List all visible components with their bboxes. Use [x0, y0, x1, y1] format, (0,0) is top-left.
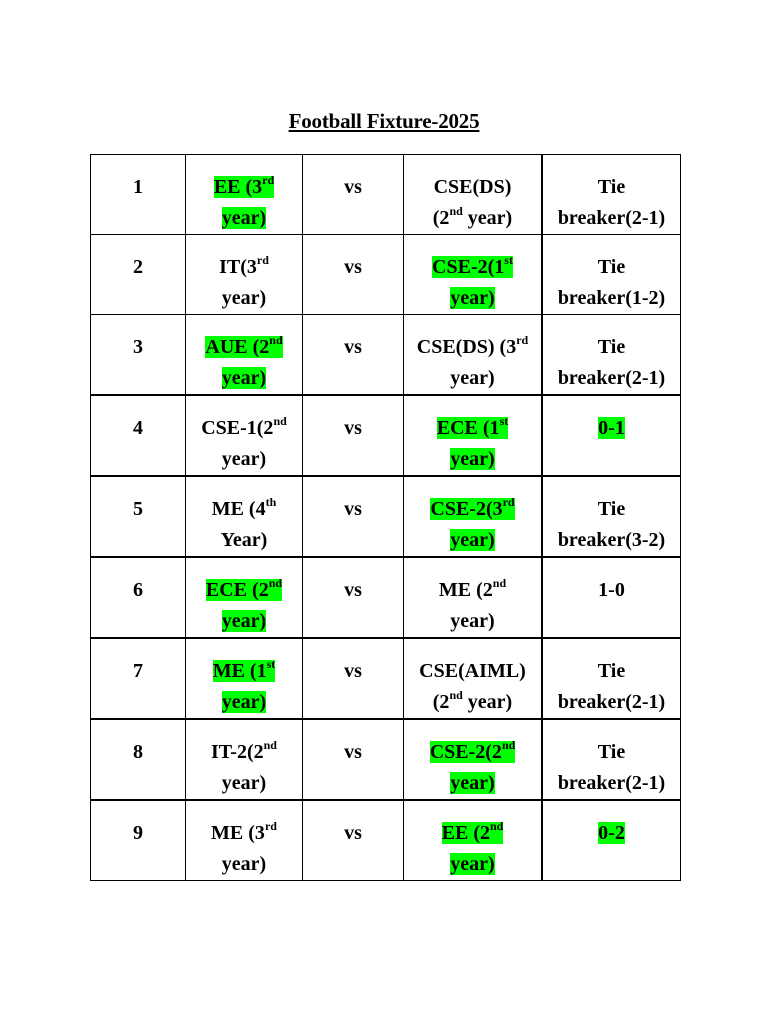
team1-wrap: [186, 315, 302, 394]
team1-wrap: [186, 639, 302, 718]
team1-cell: [186, 395, 303, 476]
result-text: Tie: [597, 660, 626, 682]
match-number: 9: [133, 822, 143, 844]
vs-cell: [303, 235, 404, 315]
team1-cell: [186, 800, 303, 881]
match-number-cell: [91, 719, 186, 800]
vs-label: vs: [344, 822, 362, 844]
result-cell: [542, 557, 681, 638]
team1-year-hl: [222, 853, 266, 875]
team1-year: year): [221, 448, 267, 470]
team1-ordinal: nd: [269, 333, 283, 347]
team2-wrap: [404, 155, 541, 234]
team2-line-1: [404, 332, 541, 363]
team1-cell: [186, 235, 303, 315]
team1-line-1: [186, 413, 302, 444]
team2-name-hl: [416, 333, 529, 358]
result-text: 0-1: [598, 417, 625, 439]
team2-cell: [404, 638, 543, 719]
team1-ordinal: nd: [273, 414, 287, 428]
result-line-1: [543, 413, 680, 444]
team1-year-hl: [222, 691, 266, 713]
result-line-1: [543, 172, 680, 203]
team1-year: year): [221, 287, 267, 309]
table-row: [91, 719, 681, 800]
team2-cell: [404, 315, 543, 396]
team1-year-hl: [222, 448, 266, 470]
team1-cell: [186, 719, 303, 800]
team1-ordinal: rd: [262, 173, 275, 187]
team2-line-2: [404, 363, 541, 394]
match-number: 2: [133, 256, 143, 278]
match-number: 6: [133, 579, 143, 601]
team2-line-2: [404, 849, 541, 880]
team2-name-hl: [438, 576, 507, 601]
team1-name-hl: [211, 819, 277, 844]
match-number-cell: [91, 315, 186, 396]
result-line-2: [543, 525, 680, 556]
vs-label: vs: [344, 336, 362, 358]
team2-line-2: [404, 687, 541, 718]
team1-name: IT-2(2: [211, 741, 264, 763]
team2-year-hl: [450, 772, 494, 794]
result-wrap: [543, 477, 680, 556]
team2-name: CSE(AIML): [419, 660, 526, 682]
team1-name-hl: [212, 657, 276, 682]
result-text: Tie: [597, 741, 626, 763]
team1-name: ME (4: [211, 498, 266, 520]
team1-line-1: [186, 737, 302, 768]
vs-label: vs: [344, 256, 362, 278]
team2-wrap: [404, 720, 541, 799]
result-wrap: [543, 155, 680, 234]
team2-year-hl: [450, 853, 494, 875]
result-detail: breaker(1-2): [557, 287, 666, 309]
team1-line-1: [186, 494, 302, 525]
team1-wrap: [186, 801, 302, 880]
result-detail: breaker(2-1): [557, 772, 666, 794]
team1-name-hl: [211, 495, 277, 520]
team2-cell: [404, 155, 543, 235]
result-line-1: [543, 494, 680, 525]
team2-ordinal: nd: [489, 819, 504, 833]
team1-line-1: [186, 172, 302, 203]
vs-cell: [303, 638, 404, 719]
team2-name-hl: [430, 495, 515, 520]
match-number: 7: [133, 660, 143, 682]
team1-ordinal: rd: [256, 253, 269, 267]
match-number-wrap: [91, 477, 185, 525]
vs-wrap: [303, 558, 403, 606]
team2-year: year): [450, 853, 495, 875]
result-cell: [542, 235, 681, 315]
result-line-1: [543, 252, 680, 283]
result-detail: breaker(3-2): [557, 529, 666, 551]
team1-line-1: [186, 818, 302, 849]
team2-year: year): [450, 287, 495, 309]
vs-wrap: [303, 235, 403, 283]
result-line-2: [543, 283, 680, 314]
team1-year-hl: [222, 207, 266, 229]
team2-cell: [404, 395, 543, 476]
team2-name-hl: [429, 738, 516, 763]
vs-cell: [303, 476, 404, 557]
team2-ordinal: st: [504, 253, 513, 267]
team2-name: ECE (1: [436, 417, 500, 439]
match-number-wrap: [91, 396, 185, 444]
team1-name: AUE (2: [205, 336, 270, 358]
result-wrap: [543, 801, 680, 849]
team2-cell: [404, 476, 543, 557]
team2-year-hl: [450, 448, 494, 470]
team1-line-2: [186, 203, 302, 234]
table-row: [91, 235, 681, 315]
team2-line-1: [404, 494, 541, 525]
team2-cell: [404, 235, 543, 315]
team2-year: year): [450, 448, 495, 470]
team2-year-hl: [450, 529, 494, 551]
match-number-cell: [91, 476, 186, 557]
vs-wrap: [303, 396, 403, 444]
result-cell: [542, 155, 681, 235]
table-row: [91, 476, 681, 557]
team1-line-2: [186, 363, 302, 394]
vs-cell: [303, 557, 404, 638]
result-detail: breaker(2-1): [557, 367, 666, 389]
team1-year: year): [221, 772, 267, 794]
team2-wrap: [404, 801, 541, 880]
team2-name: CSE-2(1: [432, 256, 505, 278]
vs-wrap: [303, 155, 403, 203]
table-row: [91, 638, 681, 719]
team2-name: ME (2: [438, 579, 493, 601]
vs-label: vs: [344, 498, 362, 520]
team1-name-hl: [205, 333, 283, 358]
match-number: 4: [133, 417, 143, 439]
team2-name: CSE(DS) (3: [416, 336, 517, 358]
match-number: 1: [133, 176, 143, 198]
team1-year: year): [221, 610, 267, 632]
team1-line-2: [186, 849, 302, 880]
team1-ordinal: st: [266, 657, 276, 671]
team2-year-hl: [450, 610, 494, 632]
result-cell: [542, 315, 681, 396]
team2-year-prefix: (2: [432, 207, 450, 229]
table-row: [91, 315, 681, 396]
team2-line-1: [404, 575, 541, 606]
team1-name: CSE-1(2: [201, 417, 274, 439]
result-wrap: [543, 235, 680, 314]
result-cell: [542, 638, 681, 719]
match-number: 5: [133, 498, 143, 520]
team2-ordinal: rd: [502, 495, 515, 509]
team1-year-hl: [222, 610, 266, 632]
result-detail: breaker(2-1): [557, 691, 666, 713]
vs-cell: [303, 800, 404, 881]
vs-wrap: [303, 801, 403, 849]
team2-line-2: [404, 444, 541, 475]
result-text: 0-2: [598, 822, 625, 844]
team1-ordinal: rd: [264, 819, 277, 833]
team1-year: year): [221, 853, 267, 875]
team1-name: IT(3: [219, 256, 257, 278]
match-number-wrap: [91, 801, 185, 849]
team1-line-2: [186, 687, 302, 718]
match-number-cell: [91, 800, 186, 881]
result-cell: [542, 719, 681, 800]
team2-year: year): [450, 529, 495, 551]
team1-name: ME (1: [212, 660, 267, 682]
team2-wrap: [404, 315, 541, 394]
result-wrap: [543, 315, 680, 394]
team2-year-hl: [432, 204, 513, 229]
result-text: 1-0: [598, 579, 625, 601]
result-wrap: [543, 396, 680, 444]
vs-cell: [303, 155, 404, 235]
result-wrap: [543, 558, 680, 606]
team2-year-hl: [432, 688, 513, 713]
fixture-table: [90, 154, 681, 881]
team2-ordinal: nd: [449, 204, 463, 218]
team2-name: EE (2: [441, 822, 490, 844]
team1-line-1: [186, 575, 302, 606]
team2-wrap: [404, 396, 541, 475]
team2-name-hl: [434, 176, 512, 198]
team1-name-hl: [205, 576, 283, 601]
team2-line-1: [404, 252, 541, 283]
team1-ordinal: th: [265, 495, 277, 509]
team2-year-hl: [450, 367, 494, 389]
result-line-1: [543, 656, 680, 687]
match-number: 3: [133, 336, 143, 358]
vs-wrap: [303, 639, 403, 687]
team2-ordinal: rd: [516, 333, 529, 347]
team2-wrap: [404, 235, 541, 314]
vs-wrap: [303, 720, 403, 768]
result-line-2: [543, 363, 680, 394]
team1-year-hl: [221, 529, 268, 551]
team1-line-1: [186, 252, 302, 283]
table-row: [91, 155, 681, 235]
result-line-1: [543, 575, 680, 606]
team2-year: year): [462, 207, 513, 229]
match-number-cell: [91, 557, 186, 638]
team2-ordinal: nd: [492, 576, 507, 590]
vs-cell: [303, 395, 404, 476]
team1-line-2: [186, 606, 302, 637]
team2-line-2: [404, 283, 541, 314]
match-number-wrap: [91, 155, 185, 203]
match-number-wrap: [91, 558, 185, 606]
team2-line-2: [404, 768, 541, 799]
team1-name-hl: [211, 738, 277, 763]
result-line-2: [543, 768, 680, 799]
team1-wrap: [186, 720, 302, 799]
team2-name-hl: [441, 819, 504, 844]
team2-line-2: [404, 606, 541, 637]
team1-line-1: [186, 332, 302, 363]
table-row: [91, 800, 681, 881]
match-number-wrap: [91, 720, 185, 768]
team2-line-2: [404, 525, 541, 556]
vs-wrap: [303, 315, 403, 363]
team1-line-2: [186, 444, 302, 475]
match-number-wrap: [91, 639, 185, 687]
team2-year: year): [450, 610, 495, 632]
result-line-1: [543, 818, 680, 849]
team1-name: ME (3: [211, 822, 265, 844]
team2-name: CSE(DS): [433, 176, 512, 198]
team1-line-1: [186, 656, 302, 687]
team1-year-hl: [222, 287, 266, 309]
team2-name-hl: [436, 414, 509, 439]
team1-wrap: [186, 155, 302, 234]
vs-label: vs: [344, 417, 362, 439]
result-line-1: [543, 737, 680, 768]
team1-cell: [186, 557, 303, 638]
team2-cell: [404, 800, 543, 881]
result-line-1: [543, 332, 680, 363]
team1-ordinal: nd: [263, 738, 277, 752]
team2-ordinal: nd: [449, 688, 463, 702]
team1-wrap: [186, 558, 302, 637]
team2-name: CSE-2(3: [430, 498, 503, 520]
table-row: [91, 557, 681, 638]
team2-year: year): [450, 367, 495, 389]
vs-cell: [303, 315, 404, 396]
team2-line-1: [404, 413, 541, 444]
match-number-wrap: [91, 315, 185, 363]
team1-name-hl: [213, 173, 275, 198]
team1-name: EE (3: [213, 176, 263, 198]
team1-name-hl: [201, 414, 287, 439]
fixture-table-body: [91, 155, 681, 881]
team1-name: ECE (2: [205, 579, 269, 601]
match-number-cell: [91, 395, 186, 476]
team1-year-hl: [222, 772, 266, 794]
team1-line-2: [186, 768, 302, 799]
result-line-2: [543, 203, 680, 234]
vs-cell: [303, 719, 404, 800]
team2-year: year): [450, 772, 495, 794]
team1-cell: [186, 476, 303, 557]
team1-line-2: [186, 283, 302, 314]
vs-label: vs: [344, 741, 362, 763]
team2-line-1: [404, 818, 541, 849]
result-wrap: [543, 639, 680, 718]
team2-year-hl: [450, 287, 494, 309]
vs-wrap: [303, 477, 403, 525]
team2-line-1: [404, 656, 541, 687]
team1-cell: [186, 155, 303, 235]
match-number-cell: [91, 155, 186, 235]
team1-year-hl: [222, 367, 266, 389]
team1-year: year): [221, 367, 267, 389]
table-row: [91, 395, 681, 476]
team1-cell: [186, 638, 303, 719]
team1-line-2: [186, 525, 302, 556]
team1-wrap: [186, 477, 302, 556]
team1-year: year): [221, 207, 267, 229]
result-text: Tie: [597, 336, 626, 358]
result-line-2: [543, 687, 680, 718]
team2-line-1: [404, 172, 541, 203]
page-title: Football Fixture-2025: [288, 109, 480, 133]
result-cell: [542, 800, 681, 881]
result-text: Tie: [597, 256, 626, 278]
team1-wrap: [186, 396, 302, 475]
match-number-cell: [91, 235, 186, 315]
team2-name-hl: [432, 253, 513, 278]
match-number: 8: [133, 741, 143, 763]
team2-ordinal: st: [499, 414, 509, 428]
team2-name-hl: [419, 660, 526, 682]
team2-cell: [404, 557, 543, 638]
team2-wrap: [404, 558, 541, 637]
match-number-wrap: [91, 235, 185, 283]
team1-name-hl: [219, 253, 269, 278]
result-text: Tie: [597, 176, 626, 198]
result-cell: [542, 395, 681, 476]
team2-line-1: [404, 737, 541, 768]
result-text: Tie: [597, 498, 626, 520]
team2-year-prefix: (2: [432, 691, 450, 713]
team2-wrap: [404, 477, 541, 556]
team1-year: Year): [220, 529, 268, 551]
team2-line-2: [404, 203, 541, 234]
result-wrap: [543, 720, 680, 799]
team2-year: year): [462, 691, 513, 713]
vs-label: vs: [344, 579, 362, 601]
vs-label: vs: [344, 660, 362, 682]
team1-wrap: [186, 235, 302, 314]
team2-cell: [404, 719, 543, 800]
team2-wrap: [404, 639, 541, 718]
team1-cell: [186, 315, 303, 396]
team1-year: year): [221, 691, 267, 713]
team2-ordinal: nd: [501, 738, 516, 752]
team1-ordinal: nd: [268, 576, 283, 590]
vs-label: vs: [344, 176, 362, 198]
team2-name: CSE-2(2: [429, 741, 502, 763]
result-cell: [542, 476, 681, 557]
result-detail: breaker(2-1): [557, 207, 666, 229]
match-number-cell: [91, 638, 186, 719]
